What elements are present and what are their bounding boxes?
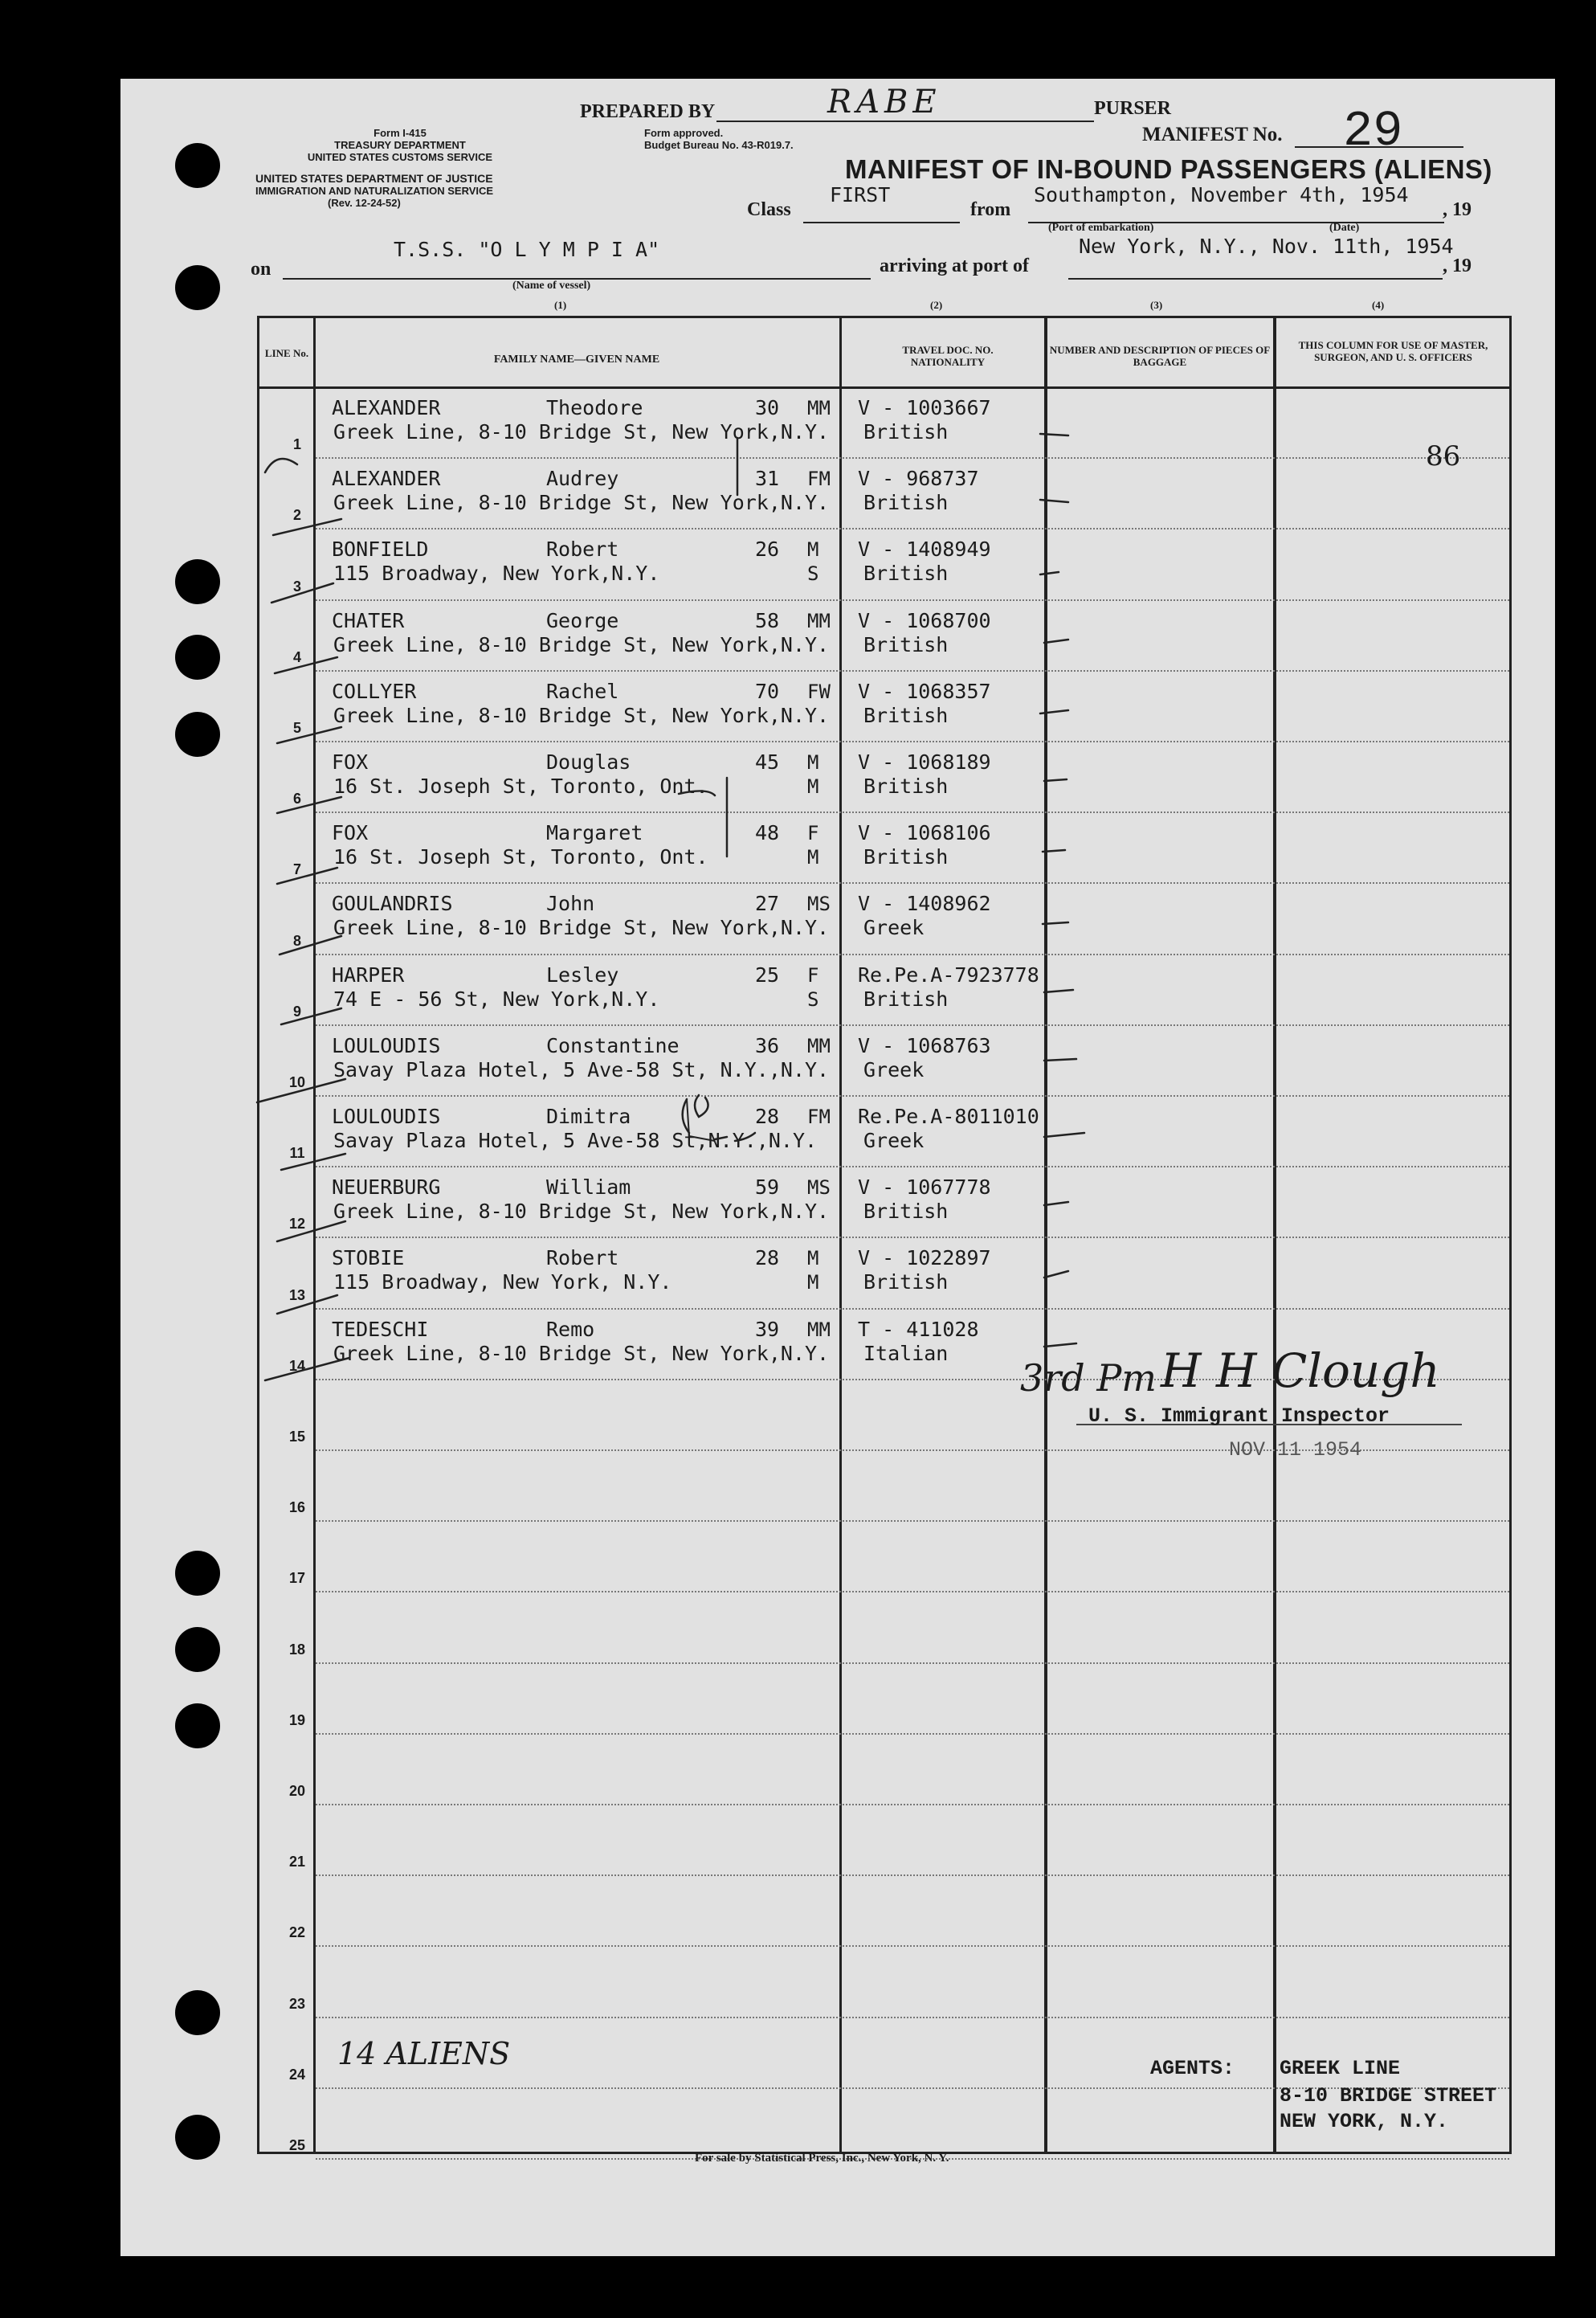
nationality: British — [863, 562, 949, 586]
nationality: Italian — [863, 1341, 949, 1365]
line-number: 8 — [292, 932, 301, 949]
line-number: 20 — [288, 1783, 306, 1799]
nationality: British — [863, 420, 949, 444]
travel-doc-no: V - 968737 — [858, 467, 979, 491]
given-name: William — [546, 1175, 631, 1200]
age: 28 — [755, 1105, 780, 1128]
line-number: 23 — [288, 1995, 306, 2012]
family-name: BONFIELD — [332, 538, 429, 562]
sex-marital: F M — [807, 822, 819, 869]
travel-doc-no: V - 1408949 — [858, 538, 991, 562]
age: 58 — [755, 608, 780, 632]
age: 25 — [755, 963, 780, 987]
date-label: (Date) — [1329, 222, 1360, 234]
address: 16 St. Joseph St, Toronto, Ont. — [333, 845, 708, 869]
class-value: FIRST — [830, 183, 891, 206]
age: 27 — [755, 892, 780, 916]
travel-doc-no: V - 1068763 — [858, 1033, 991, 1057]
line-number: 15 — [288, 1429, 306, 1445]
age: 30 — [755, 396, 780, 419]
sex-marital: MM — [807, 609, 831, 632]
line-number: 4 — [292, 648, 301, 665]
travel-doc-no: V - 1068357 — [858, 679, 991, 703]
address: Savay Plaza Hotel, 5 Ave-58 St,N.Y.,N.Y. — [333, 1129, 818, 1152]
address: Greek Line, 8-10 Bridge St, New York,N.Y. — [333, 1200, 830, 1224]
form-approval: Form approved. Budget Bureau No. 43-R019.7. — [644, 127, 794, 151]
line-number: 3 — [292, 578, 301, 595]
header-travel-doc: TRAVEL DOC. NO. NATIONALITY — [902, 344, 994, 368]
family-name: ALEXANDER — [332, 396, 441, 419]
family-name: FOX — [332, 821, 369, 845]
address: Greek Line, 8-10 Bridge St, New York,N.Y. — [333, 1341, 830, 1365]
signature-prefix: 3rd Pm — [1020, 1356, 1157, 1400]
family-name: GOULANDRIS — [332, 892, 453, 916]
year-suffix-1: , 19 — [1443, 199, 1472, 220]
nationality: Greek — [863, 1057, 925, 1081]
arrival-port-value: New York, N.Y., Nov. 11th, 1954 — [1079, 235, 1454, 258]
age: 45 — [755, 750, 780, 774]
nationality: British — [863, 632, 949, 656]
sex-marital: MM — [807, 1034, 831, 1057]
travel-doc-no: V - 1068106 — [858, 821, 991, 845]
sex-marital: MS — [807, 893, 831, 916]
column-number-3: (3) — [1150, 299, 1163, 311]
year-suffix-2: , 19 — [1443, 256, 1472, 276]
agents-line-3: NEW YORK, N.Y. — [1280, 2110, 1449, 2133]
sex-marital: FM — [807, 468, 831, 491]
age: 59 — [755, 1175, 780, 1200]
total-aliens-note: 14 ALIENS — [337, 2036, 511, 2071]
given-name: Lesley — [546, 963, 619, 987]
printer-footer: For sale by Statistical Press, Inc., New York, N. Y. — [695, 2152, 949, 2165]
nationality: British — [863, 1200, 949, 1224]
given-name: Robert — [546, 538, 619, 562]
line-number: 10 — [288, 1074, 306, 1090]
given-name: Theodore — [546, 396, 643, 419]
line-number: 11 — [289, 1145, 305, 1162]
line-number: 24 — [288, 2066, 306, 2083]
line-number: 22 — [288, 1924, 306, 1941]
sex-marital: MM — [807, 397, 831, 419]
prepared-by-label: PREPARED BY — [580, 101, 716, 122]
given-name: Rachel — [546, 679, 619, 703]
sex-marital: FM — [807, 1106, 831, 1128]
vessel-caption: (Name of vessel) — [512, 280, 591, 292]
line-number: 6 — [292, 791, 301, 807]
given-name: Remo — [546, 1317, 595, 1341]
travel-doc-no: Re.Pe.A-7923778 — [858, 963, 1039, 987]
age: 70 — [755, 679, 780, 703]
age: 28 — [755, 1246, 780, 1270]
address: Greek Line, 8-10 Bridge St, New York,N.Y. — [333, 420, 830, 444]
column-number-2: (2) — [930, 299, 943, 311]
address: 16 St. Joseph St, Toronto, Ont. — [333, 775, 708, 798]
family-name: TEDESCHI — [332, 1317, 429, 1341]
address: 74 E - 56 St, New York,N.Y. — [333, 987, 660, 1011]
family-name: NEUERBURG — [332, 1175, 441, 1200]
nationality: British — [863, 845, 949, 869]
inspector-signature: H H Clough — [1161, 1343, 1440, 1398]
sex-marital: M S — [807, 538, 819, 586]
agents-label: AGENTS: — [1150, 2057, 1235, 2080]
age: 48 — [755, 821, 780, 845]
line-number: 12 — [288, 1216, 306, 1233]
given-name: John — [546, 892, 595, 916]
nationality: British — [863, 703, 949, 727]
header-baggage: NUMBER AND DESCRIPTION OF PIECES OF BAGGAGE — [1049, 344, 1271, 368]
from-value: Southampton, November 4th, 1954 — [1034, 183, 1409, 206]
line-number: 25 — [288, 2137, 306, 2153]
travel-doc-no: V - 1408962 — [858, 892, 991, 916]
line-number: 1 — [292, 436, 301, 453]
address: Greek Line, 8-10 Bridge St, New York,N.Y. — [333, 703, 830, 727]
given-name: George — [546, 608, 619, 632]
port-embarkation-label: (Port of embarkation) — [1048, 222, 1154, 234]
address: 115 Broadway, New York, N.Y. — [333, 1270, 672, 1294]
family-name: ALEXANDER — [332, 467, 441, 491]
line-number: 7 — [292, 861, 301, 878]
manifest-no-label: MANIFEST No. — [1142, 124, 1283, 145]
header-official-use: THIS COLUMN FOR USE OF MASTER, SURGEON, AND U. S. OFFICERS — [1298, 339, 1488, 363]
nationality: British — [863, 987, 949, 1011]
nationality: British — [863, 491, 949, 515]
given-name: Constantine — [546, 1033, 680, 1057]
address: Greek Line, 8-10 Bridge St, New York,N.Y. — [333, 632, 830, 656]
column-number-4: (4) — [1372, 299, 1385, 311]
header-line-no: LINE No. — [264, 347, 309, 359]
header-family-name: FAMILY NAME—GIVEN NAME — [493, 354, 660, 366]
nationality: Greek — [863, 1129, 925, 1152]
agents-line-1: GREEK LINE — [1280, 2057, 1401, 2080]
sex-marital: FW — [807, 680, 831, 703]
line-number: 17 — [288, 1570, 306, 1587]
address: Savay Plaza Hotel, 5 Ave-58 St, N.Y.,N.Y. — [333, 1057, 830, 1081]
family-name: COLLYER — [332, 679, 417, 703]
line-number: 13 — [288, 1286, 306, 1303]
arriving-label: arriving at port of — [880, 256, 1029, 276]
line-number: 21 — [288, 1854, 306, 1870]
family-name: HARPER — [332, 963, 405, 987]
travel-doc-no: V - 1067778 — [858, 1175, 991, 1200]
date-stamp: NOV 11 1954 — [1229, 1438, 1362, 1462]
line-number: 18 — [288, 1641, 306, 1658]
line-number: 16 — [288, 1499, 306, 1516]
family-name: LOULOUDIS — [332, 1105, 441, 1128]
nationality: Greek — [863, 916, 925, 940]
department-info: UNITED STATES DEPARTMENT OF JUSTICE IMMIGRATION AND NATURALIZATION SERVICE (Rev. 12-24-52) — [255, 172, 494, 209]
nationality: British — [863, 1270, 949, 1294]
address: Greek Line, 8-10 Bridge St, New York,N.Y. — [333, 916, 830, 940]
family-name: LOULOUDIS — [332, 1033, 441, 1057]
family-name: STOBIE — [332, 1246, 405, 1270]
manifest-number: 29 — [1343, 103, 1403, 160]
column-number-1: (1) — [554, 299, 567, 311]
sex-marital: M M — [807, 751, 819, 798]
line-number: 14 — [288, 1357, 306, 1374]
address: 115 Broadway, New York,N.Y. — [333, 562, 660, 586]
travel-doc-no: V - 1068700 — [858, 608, 991, 632]
line-number: 2 — [292, 507, 301, 524]
line-number: 9 — [292, 1003, 301, 1020]
line-number: 19 — [288, 1711, 306, 1728]
purser-label: PURSER — [1094, 98, 1172, 119]
given-name: Dimitra — [546, 1105, 631, 1128]
given-name: Robert — [546, 1246, 619, 1270]
age: 36 — [755, 1033, 780, 1057]
sex-marital: MM — [807, 1318, 831, 1341]
given-name: Margaret — [546, 821, 643, 845]
travel-doc-no: T - 411028 — [858, 1317, 979, 1341]
travel-doc-no: V - 1022897 — [858, 1246, 991, 1270]
on-label: on — [251, 259, 271, 280]
class-label: Class — [747, 199, 791, 220]
age: 26 — [755, 538, 780, 562]
age: 39 — [755, 1317, 780, 1341]
sex-marital: MS — [807, 1176, 831, 1200]
age: 31 — [755, 467, 780, 491]
address: Greek Line, 8-10 Bridge St, New York,N.Y. — [333, 491, 830, 515]
manifest-title: MANIFEST OF IN-BOUND PASSENGERS (ALIENS) — [845, 154, 1492, 184]
vessel-name: T.S.S. "O L Y M P I A" — [394, 238, 660, 261]
line-number: 5 — [292, 720, 301, 736]
given-name: Douglas — [546, 750, 631, 774]
given-name: Audrey — [546, 467, 619, 491]
family-name: FOX — [332, 750, 369, 774]
from-label: from — [970, 199, 1011, 220]
sex-marital: M M — [807, 1247, 819, 1294]
family-name: CHATER — [332, 608, 405, 632]
agents-line-2: 8-10 BRIDGE STREET — [1280, 2084, 1497, 2107]
prepared-by-signature: RABE — [827, 84, 941, 121]
margin-count: 86 — [1426, 440, 1461, 472]
sex-marital: F S — [807, 963, 819, 1011]
travel-doc-no: Re.Pe.A-8011010 — [858, 1105, 1039, 1128]
travel-doc-no: V - 1003667 — [858, 396, 991, 419]
travel-doc-no: V - 1068189 — [858, 750, 991, 774]
form-info: Form I-415 TREASURY DEPARTMENT UNITED STATES CUSTOMS SERVICE — [307, 127, 493, 163]
inspector-title: U. S. Immigrant Inspector — [1088, 1404, 1390, 1428]
nationality: British — [863, 775, 949, 798]
